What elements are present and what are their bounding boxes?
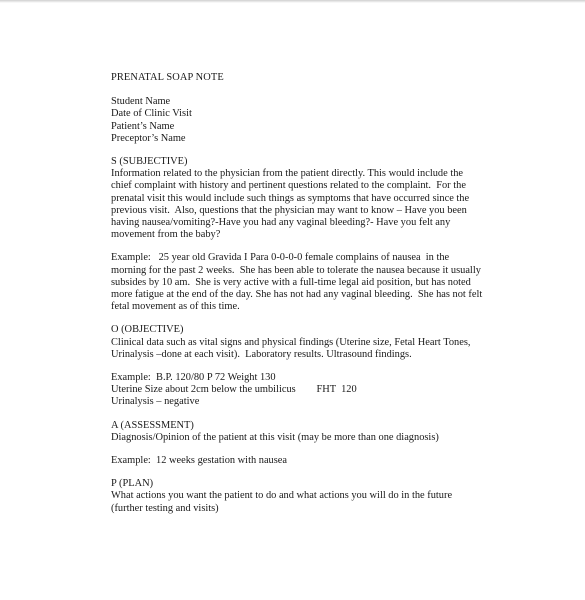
spacer bbox=[111, 409, 491, 420]
example-line: Example: B.P. 120/80 P 72 Weight 130 bbox=[111, 372, 276, 384]
section-heading: P (PLAN) bbox=[111, 478, 154, 490]
section-assessment bbox=[111, 420, 491, 468]
paragraph-line: Diagnosis/Opinion of the patient at this visit (may be more than one diagnosis) bbox=[111, 431, 439, 443]
section-plan bbox=[111, 478, 491, 515]
field-preceptor-name: Preceptor’s Name bbox=[111, 132, 186, 144]
spacer bbox=[111, 145, 491, 156]
spacer bbox=[111, 467, 491, 478]
header-fields bbox=[111, 96, 491, 145]
example-line: more fatigue at the end of the day. She has not had any vaginal bleeding. She has not felt bbox=[111, 289, 483, 301]
example-line: Example: 25 year old Gravida I Para 0-0-0-0 female complains of nausea in the bbox=[111, 252, 450, 264]
section-subjective bbox=[111, 156, 491, 313]
spacer bbox=[111, 444, 491, 455]
field-date-of-clinic-visit: Date of Clinic Visit bbox=[111, 108, 192, 120]
section-objective bbox=[111, 324, 491, 408]
paragraph-line: previous visit. Also, questions that the physician may want to know – Have you been bbox=[111, 204, 467, 216]
page-top-shadow bbox=[0, 0, 585, 3]
example-line: Urinalysis – negative bbox=[111, 396, 200, 408]
example-line: fetal movement as of this time. bbox=[111, 301, 240, 313]
paragraph-line: prenatal visit this would include such things as symptoms that have occurred since the bbox=[111, 192, 470, 204]
spacer bbox=[111, 313, 491, 324]
paragraph-line: Urinalysis –done at each visit). Laboratory results. Ultrasound findings. bbox=[111, 348, 412, 360]
paragraph-line: Information related to the physician from the patient directly. This would include the bbox=[111, 168, 464, 180]
spacer bbox=[111, 241, 491, 252]
field-student-name: Student Name bbox=[111, 96, 171, 108]
example-line: Uterine Size about 2cm below the umbilicus FHT 120 bbox=[111, 384, 357, 396]
example-line: Example: 12 weeks gestation with nausea bbox=[111, 455, 288, 467]
section-heading: S (SUBJECTIVE) bbox=[111, 156, 188, 168]
paragraph-line: having nausea/vomiting?-Have you had any vaginal bleeding?- Have you felt any bbox=[111, 217, 451, 229]
section-heading: O (OBJECTIVE) bbox=[111, 324, 184, 336]
paragraph-line: What actions you want the patient to do and what actions you will do in the future bbox=[111, 490, 453, 502]
field-patient-name: Patient’s Name bbox=[111, 120, 175, 132]
spacer bbox=[111, 84, 491, 96]
paragraph-line: (further testing and visits) bbox=[111, 502, 219, 514]
section-heading: A (ASSESSMENT) bbox=[111, 419, 194, 431]
paragraph-line: Clinical data such as vital signs and physical findings (Uterine size, Fetal Heart Tones, bbox=[111, 336, 471, 348]
spacer bbox=[111, 361, 491, 372]
soap-note-content bbox=[111, 72, 491, 515]
paragraph-line: chief complaint with history and pertinent questions related to the complaint. For the bbox=[111, 180, 466, 192]
document-title: PRENATAL SOAP NOTE bbox=[111, 72, 224, 83]
example-line: subsides by 10 am. She is very active with a full-time legal aid position, but has noted bbox=[111, 276, 471, 288]
paragraph-line: movement from the baby? bbox=[111, 229, 221, 241]
example-line: morning for the past 2 weeks. She has been able to tolerate the nausea because it usually bbox=[111, 264, 481, 276]
